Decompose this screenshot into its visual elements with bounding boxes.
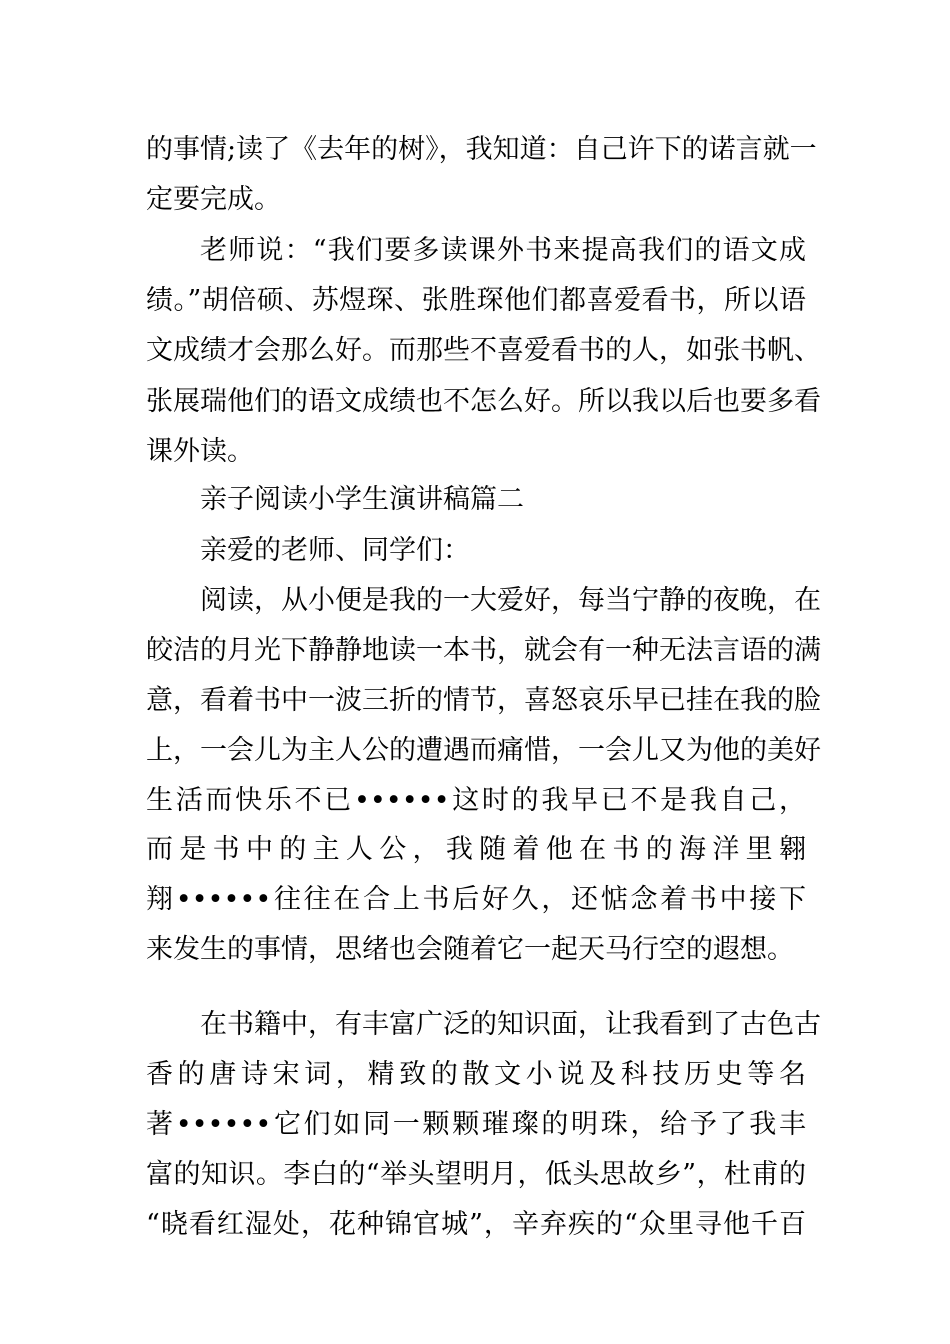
salutation: 亲爱的老师、同学们： xyxy=(200,535,470,566)
text-line: 著••••••它们如同一颗颗璀璨的明珠，给予了我丰 xyxy=(146,1109,806,1140)
text-line: 的事情;读了《去年的树》，我知道：自己许下的诺言就一 xyxy=(146,134,817,165)
text-line: “晓看红湿处，花种锦官城”，辛弃疾的“众里寻他千百 xyxy=(146,1209,806,1240)
text-line: 翔••••••往往在合上书后好久，还惦念着书中接下 xyxy=(146,884,806,915)
text-line: 意，看着书中一波三折的情节，喜怒哀乐早已挂在我的脸 xyxy=(146,685,821,716)
text-line: 课外读。 xyxy=(146,436,254,467)
text-line: 在书籍中，有丰富广泛的知识面，让我看到了古色古 xyxy=(200,1009,821,1040)
section-heading: 亲子阅读小学生演讲稿篇二 xyxy=(200,484,524,515)
text-line: 皎洁的月光下静静地读一本书，就会有一种无法言语的满 xyxy=(146,635,821,666)
text-line: 上，一会儿为主人公的遭遇而痛惜，一会儿又为他的美好 xyxy=(146,735,821,766)
text-line: 香的唐诗宋词，精致的散文小说及科技历史等名 xyxy=(146,1059,806,1090)
text-line: 文成绩才会那么好。而那些不喜爱看书的人，如张书帆、 xyxy=(146,335,821,366)
text-line: 绩。”胡倍硕、苏煜琛、张胜琛他们都喜爱看书，所以语 xyxy=(146,285,806,316)
text-line: 阅读，从小便是我的一大爱好，每当宁静的夜晚，在 xyxy=(200,585,821,616)
text-line: 定要完成。 xyxy=(146,184,281,215)
text-line: 来发生的事情，思绪也会随着它一起天马行空的遐想。 xyxy=(146,934,794,965)
text-line: 而是书中的主人公，我随着他在书的海洋里翱 xyxy=(146,834,806,865)
text-line: 富的知识。李白的“举头望明月，低头思故乡”，杜甫的 xyxy=(146,1159,806,1190)
text-line: 老师说：“我们要多读课外书来提高我们的语文成 xyxy=(200,235,806,266)
text-line: 生活而快乐不已••••••这时的我早已不是我自己， xyxy=(146,785,806,816)
text-line: 张展瑞他们的语文成绩也不怎么好。所以我以后也要多看 xyxy=(146,386,821,417)
